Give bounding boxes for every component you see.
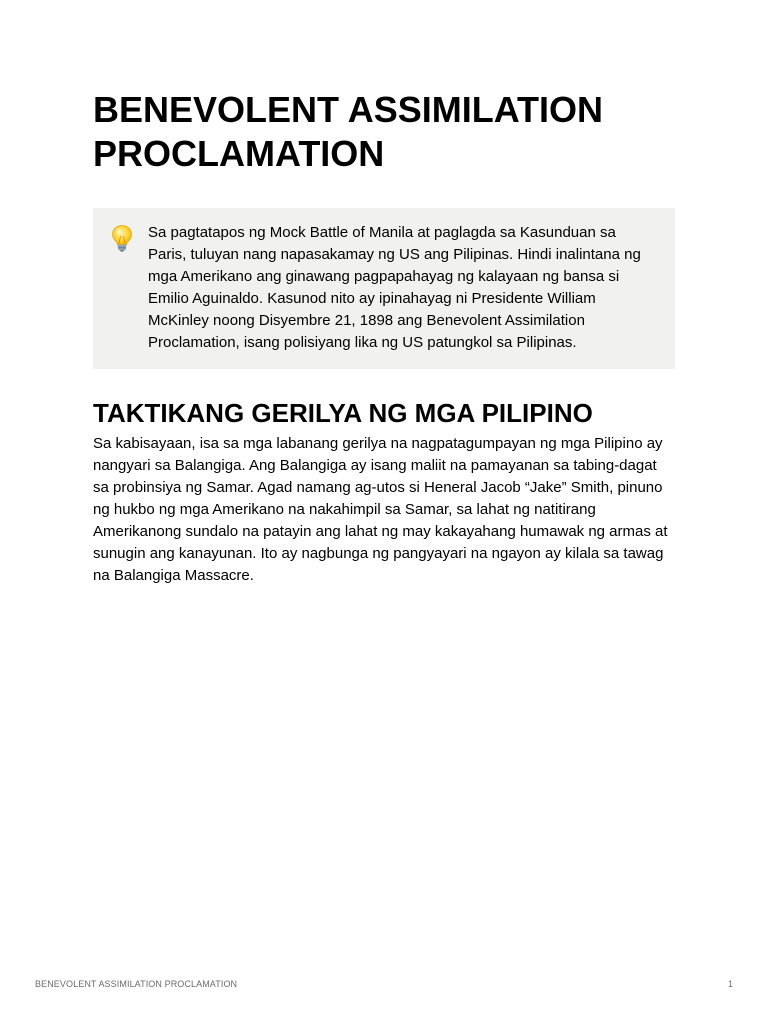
- lightbulb-icon: [109, 222, 137, 252]
- section-heading: TAKTIKANG GERILYA NG MGA PILIPINO: [93, 398, 593, 428]
- footer-title: BENEVOLENT ASSIMILATION PROCLAMATION: [35, 979, 238, 989]
- page-title: BENEVOLENT ASSIMILATION PROCLAMATION: [93, 89, 604, 174]
- callout-text: Sa pagtatapos ng Mock Battle of Manila at paglagda sa Kasunduan sa Paris, tuluyan nang napasakamay ng US ang Pilipinas. Hindi inalintana ng mga Amerikano ang ginawang pagpapahayag ng kalayaan ng bansa si Emilio Aguinaldo. Kasunod nito ay ipinahayag ni Presidente William McKinley noong Disyembre 21, 1898 ang Benevolent Assimilation Proclamation, isang polisiyang lika ng US patungkol sa Pilipinas.: [148, 224, 641, 351]
- callout-box: [93, 208, 675, 369]
- page-number: 1: [727, 979, 733, 989]
- section-paragraph: Sa kabisayaan, isa sa mga labanang gerilya na nagpatagumpayan ng mga Pilipino ay nangyari sa Balangiga. Ang Balangiga ay isang maliit na pamayanan sa tabing-dagat sa probinsiya ng Samar. Agad namang ag-utos si Heneral Jacob “Jake” Smith, pinuno ng hukbo ng mga Amerikano na nakahimpil sa Samar, sa lahat ng natitirang Amerikanong sundalo na patayin ang lahat ng may kakayahang humawak ng armas at sunugin ang kanayunan. Ito ay nagbunga ng pangyayari na ngayon ay kilala sa tawag na Balangiga Massacre.: [93, 435, 668, 584]
- page-content: [93, 88, 675, 587]
